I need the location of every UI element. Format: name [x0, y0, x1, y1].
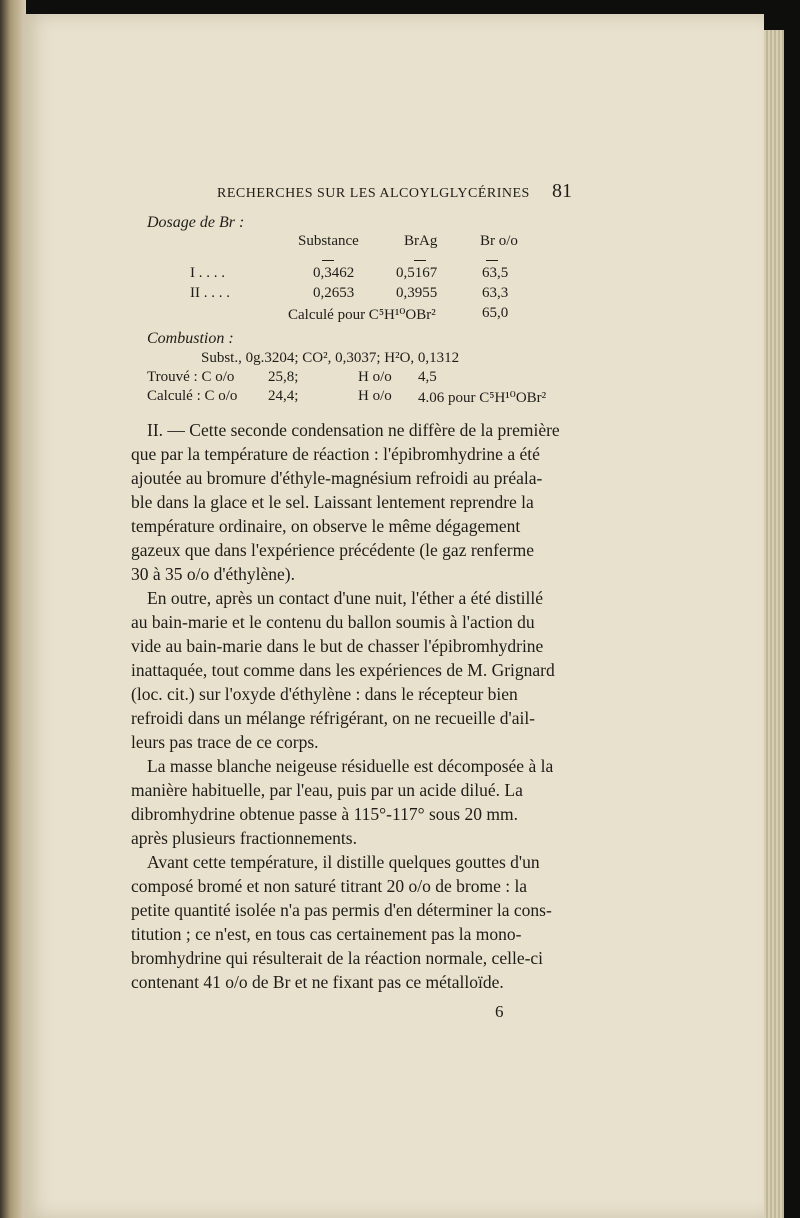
col-dash	[322, 260, 334, 261]
dosage-label: Dosage de Br :	[147, 214, 245, 231]
col-brag: BrAg	[404, 233, 438, 249]
text-line: après plusieurs fractionnements.	[131, 828, 357, 848]
text-line: 30 à 35 o/o d'éthylène).	[131, 564, 296, 584]
trouve-h: 4,5	[418, 369, 437, 385]
text-line: température ordinaire, on observe le même dégagement	[131, 516, 521, 536]
running-title: RECHERCHES SUR LES ALCOYLGLYCÉRINES	[217, 186, 530, 201]
calcule-h: 4.06 pour C⁵H¹⁰OBr²	[418, 390, 547, 406]
page-number: 81	[552, 180, 572, 202]
row-label: I . . . .	[190, 265, 225, 281]
trouve-label: Trouvé : C o/o	[147, 369, 235, 385]
text-line: titution ; ce n'est, en tous cas certainement pas la mono-	[131, 924, 522, 944]
text-line: refroidi dans un mélange réfrigérant, on ne recueille d'ail-	[131, 708, 536, 728]
text-line: ajoutée au bromure d'éthyle-magnésium refroidi au préala-	[131, 468, 543, 488]
text-line: gazeux que dans l'expérience précédente (le gaz renferme	[131, 540, 534, 560]
calc-label: Calculé pour C⁵H¹⁰OBr²	[288, 307, 436, 323]
calc-value: 65,0	[482, 305, 509, 321]
text-line: composé bromé et non saturé titrant 20 o/o de brome : la	[131, 876, 528, 896]
text-line: En outre, après un contact d'une nuit, l'éther a été distillé	[147, 588, 544, 608]
col-dash	[414, 260, 426, 261]
text-line: (loc. cit.) sur l'oxyde d'éthylène : dans le récepteur bien	[131, 684, 518, 704]
row-substance: 0,3462	[313, 265, 355, 281]
row-substance: 0,2653	[313, 285, 355, 301]
col-substance: Substance	[298, 233, 359, 249]
col-br-pct: Br o/o	[480, 233, 518, 249]
text-line: au bain-marie et le contenu du ballon soumis à l'action du	[131, 612, 535, 632]
text-line: contenant 41 o/o de Br et ne fixant pas ce métalloïde.	[131, 972, 504, 992]
text-line: que par la température de réaction : l'épibromhydrine a été	[131, 444, 540, 464]
row-brag: 0,3955	[396, 285, 438, 301]
page-edges	[764, 30, 784, 1218]
trouve-c: 25,8;	[268, 369, 299, 385]
combustion-subst: Subst., 0g.3204; CO², 0,3037; H²O, 0,1312	[201, 350, 460, 366]
text-line: La masse blanche neigeuse résiduelle est décomposée à la	[147, 756, 554, 776]
text-line: II. — Cette seconde condensation ne diffère de la première	[147, 420, 560, 440]
text-line: Avant cette température, il distille quelques gouttes d'un	[147, 852, 540, 872]
text-line: petite quantité isolée n'a pas permis d'en déterminer la cons-	[131, 900, 552, 920]
calcule-h-label: H o/o	[358, 388, 392, 404]
combustion-label: Combustion :	[147, 330, 234, 347]
row-br: 63,3	[482, 285, 509, 301]
calcule-label: Calculé : C o/o	[147, 388, 238, 404]
text-line: inattaquée, tout comme dans les expériences de M. Grignard	[131, 660, 555, 680]
row-br: 63,5	[482, 265, 509, 281]
row-brag: 0,5167	[396, 265, 438, 281]
text-line: vide au bain-marie dans le but de chasser l'épibromhydrine	[131, 636, 544, 656]
text-line: bromhydrine qui résulterait de la réaction normale, celle-ci	[131, 948, 544, 968]
text-line: dibromhydrine obtenue passe à 115°-117° sous 20 mm.	[131, 804, 518, 824]
signature-mark: 6	[495, 1002, 504, 1021]
trouve-h-label: H o/o	[358, 369, 392, 385]
text-line: manière habituelle, par l'eau, puis par un acide dilué. La	[131, 780, 523, 800]
col-dash	[486, 260, 498, 261]
calcule-c: 24,4;	[268, 388, 299, 404]
text-line: ble dans la glace et le sel. Laissant lentement reprendre la	[131, 492, 534, 512]
row-label: II . . . .	[190, 285, 230, 301]
text-line: leurs pas trace de ce corps.	[131, 732, 319, 752]
